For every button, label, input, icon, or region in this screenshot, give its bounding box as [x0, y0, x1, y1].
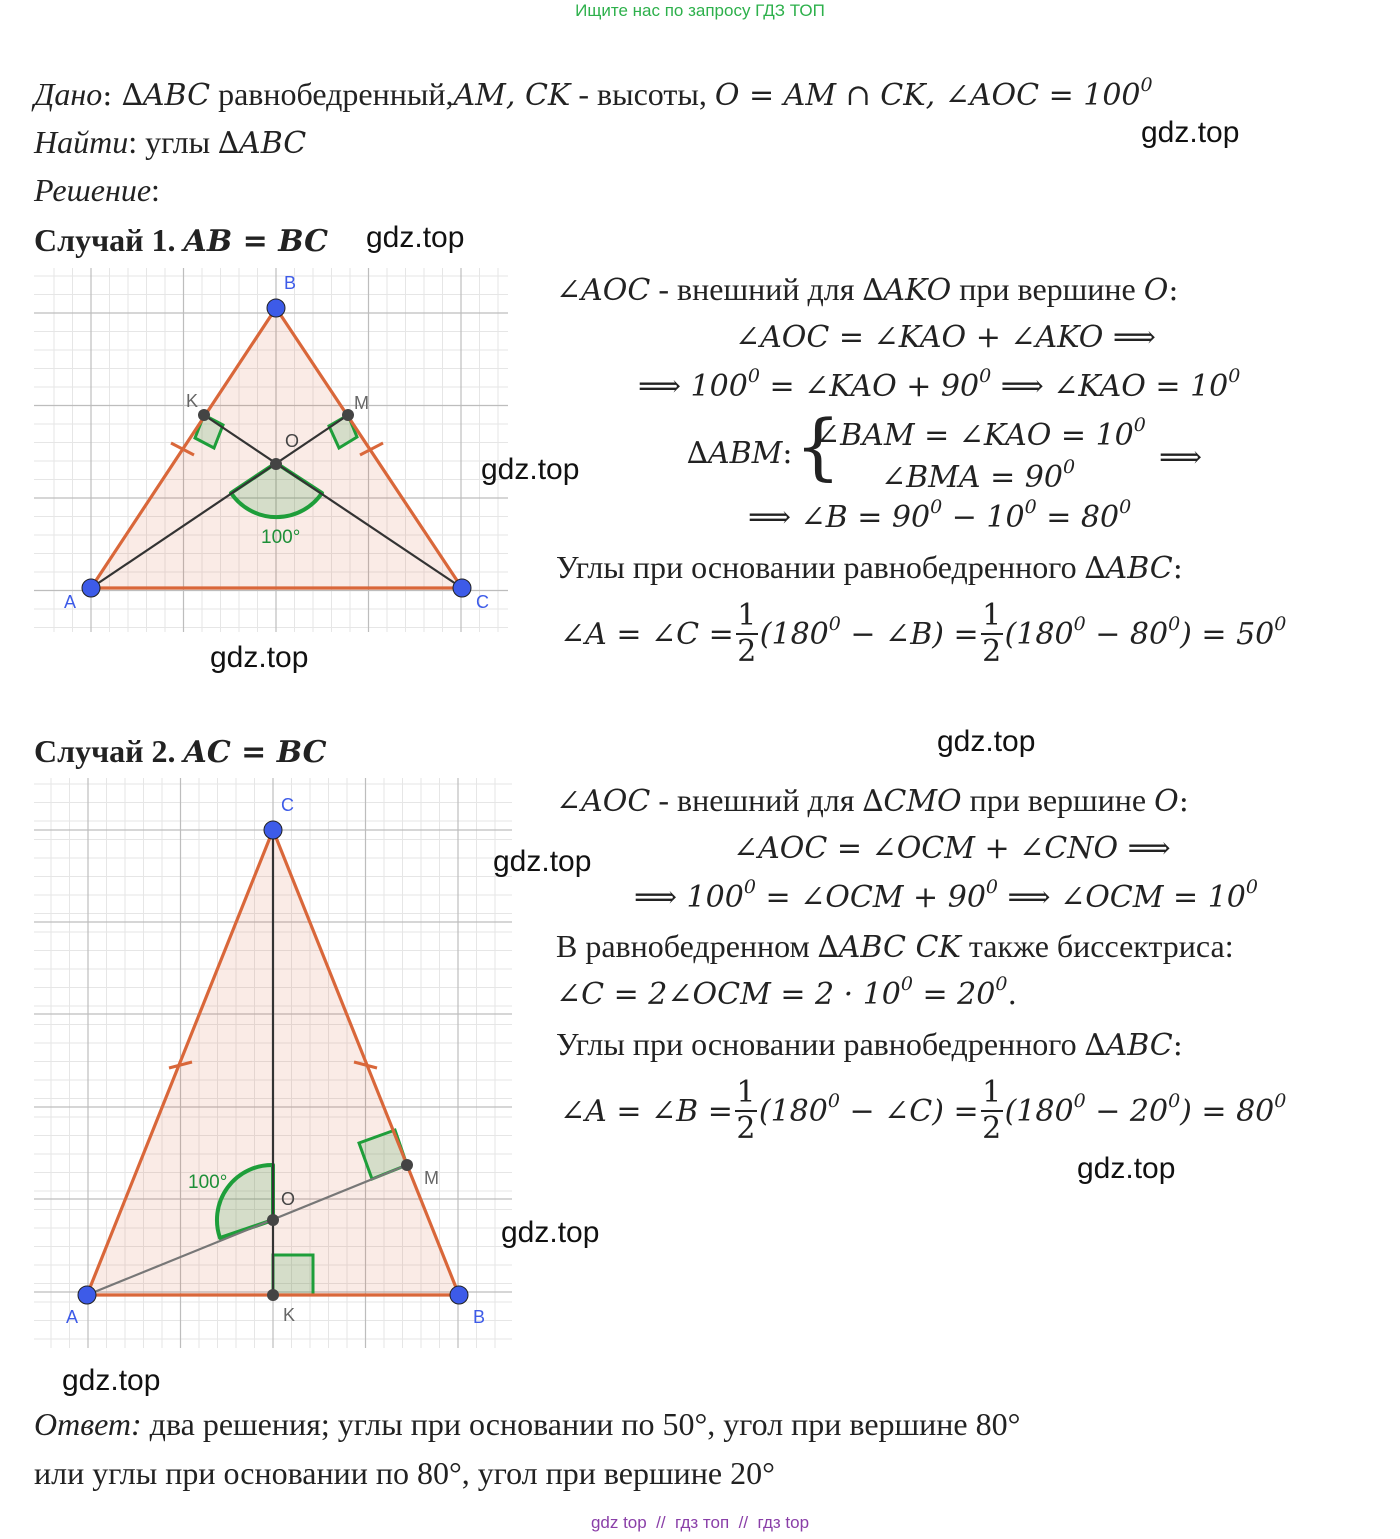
- label-b: B: [284, 273, 297, 293]
- label-c: C: [281, 795, 294, 815]
- label-o: O: [281, 1189, 296, 1209]
- case1-title: Случай 1. AB = BC: [34, 222, 328, 259]
- label-b: B: [473, 1307, 486, 1327]
- given-label: Дано: [34, 76, 103, 112]
- watermark: gdz.top: [210, 641, 309, 674]
- point-a: [82, 579, 100, 597]
- watermark: gdz.top: [62, 1364, 161, 1397]
- solution-label: Решение:: [34, 172, 160, 208]
- case2-figure: [34, 778, 512, 1348]
- case1-line1: ∠AOC - внешний для ∆AKO при вершине O:: [556, 271, 1179, 308]
- watermark: gdz.top: [501, 1216, 600, 1249]
- given-line: Дано: ∆ABC равнобедренный,AM, CK - высоты, O = AM ∩ CK, ∠AOC = $100^0$: [34, 74, 1153, 113]
- right-angle-k: [273, 1255, 313, 1295]
- fraction-half: $\frac{1}{2}$: [736, 1075, 756, 1146]
- case1-line3: ⟹ $100^0$ = ∠KAO + $90^0$ ⟹ ∠KAO = $10^0$: [638, 365, 1241, 404]
- watermark: gdz.top: [366, 221, 465, 254]
- answer-line2: или углы при основании по 80°, угол при вершине 20°: [34, 1455, 775, 1491]
- point-c: [453, 579, 471, 597]
- watermark: gdz.top: [1141, 116, 1240, 149]
- point-b: [450, 1286, 468, 1304]
- point-o: [270, 458, 282, 470]
- point-m: [342, 409, 354, 421]
- case1-line5: ⟹ ∠B = $90^0 - 10^0 = 80^0$: [748, 496, 1132, 535]
- label-a: A: [64, 592, 77, 612]
- watermark: gdz.top: [493, 845, 592, 878]
- case2-title: Случай 2. AC = BC: [34, 733, 327, 770]
- point-c: [264, 821, 282, 839]
- point-m: [401, 1159, 413, 1171]
- answer-label: Ответ:: [34, 1406, 142, 1442]
- case1-formula: ∠A = ∠C = $\frac{1}{2}$ ($180^0$ − ∠B) = $\frac{1}{2}$ $(180^0 - 80^0) = 50^0$: [560, 598, 1287, 669]
- label-o: O: [285, 431, 300, 451]
- find-label: Найти: [34, 124, 129, 160]
- top-banner: Ищите нас по запросу ГДЗ ТОП: [575, 1, 825, 20]
- angle-label: 100°: [261, 527, 301, 548]
- angle-label: 100°: [188, 1172, 228, 1193]
- point-a: [78, 1286, 96, 1304]
- case2-line5: ∠C = 2∠OCM = $2 \cdot 10^0 = 20^0$.: [556, 973, 1017, 1012]
- label-m: M: [424, 1168, 439, 1188]
- case2-base-text: Углы при основании равнобедренного ∆ABC:: [556, 1026, 1183, 1063]
- label-k: K: [283, 1305, 296, 1325]
- case2-formula: ∠A = ∠B = $\frac{1}{2}$ ($180^0$ − ∠C) = $\frac{1}{2}$ $(180^0 - 20^0) = 80^0$: [560, 1075, 1287, 1146]
- label-m: M: [354, 393, 369, 413]
- watermark: gdz.top: [937, 725, 1036, 758]
- case2-iso-line: В равнобедренном ∆ABC CK также биссектриса:: [556, 928, 1234, 965]
- point-o: [267, 1214, 279, 1226]
- system-brace: {: [795, 404, 841, 488]
- case2-line2: ∠AOC = ∠OCM + ∠CNO ⟹: [733, 831, 1171, 866]
- find-line: Найти: углы ∆ABC: [34, 124, 307, 161]
- case1-figure: [34, 268, 508, 632]
- case1-base-text: Углы при основании равнобедренного ∆ABC:: [556, 549, 1183, 586]
- fraction-half: $\frac{1}{2}$: [982, 598, 1002, 669]
- answer-line1: Ответ: два решения; углы при основании по 50°, угол при вершине 80°: [34, 1406, 1021, 1442]
- fraction-half: $\frac{1}{2}$: [737, 598, 757, 669]
- case1-line2: ∠AOC = ∠KAO + ∠AKO ⟹: [735, 320, 1156, 355]
- case2-line3: ⟹ $100^0$ = ∠OCM + $90^0$ ⟹ ∠OCM = $10^0$: [634, 876, 1258, 915]
- label-a: A: [66, 1307, 79, 1327]
- fraction-half: $\frac{1}{2}$: [982, 1075, 1002, 1146]
- point-b: [267, 299, 285, 317]
- point-k: [198, 409, 210, 421]
- label-c: C: [476, 592, 489, 612]
- label-k: K: [186, 391, 199, 411]
- watermark: gdz.top: [481, 453, 580, 486]
- point-k: [267, 1289, 279, 1301]
- case2-line1: ∠AOC - внешний для ∆CMO при вершине O:: [556, 782, 1189, 819]
- watermark: gdz.top: [1077, 1152, 1176, 1185]
- footer: gdz top // гдз топ // гдз top: [590, 1513, 810, 1532]
